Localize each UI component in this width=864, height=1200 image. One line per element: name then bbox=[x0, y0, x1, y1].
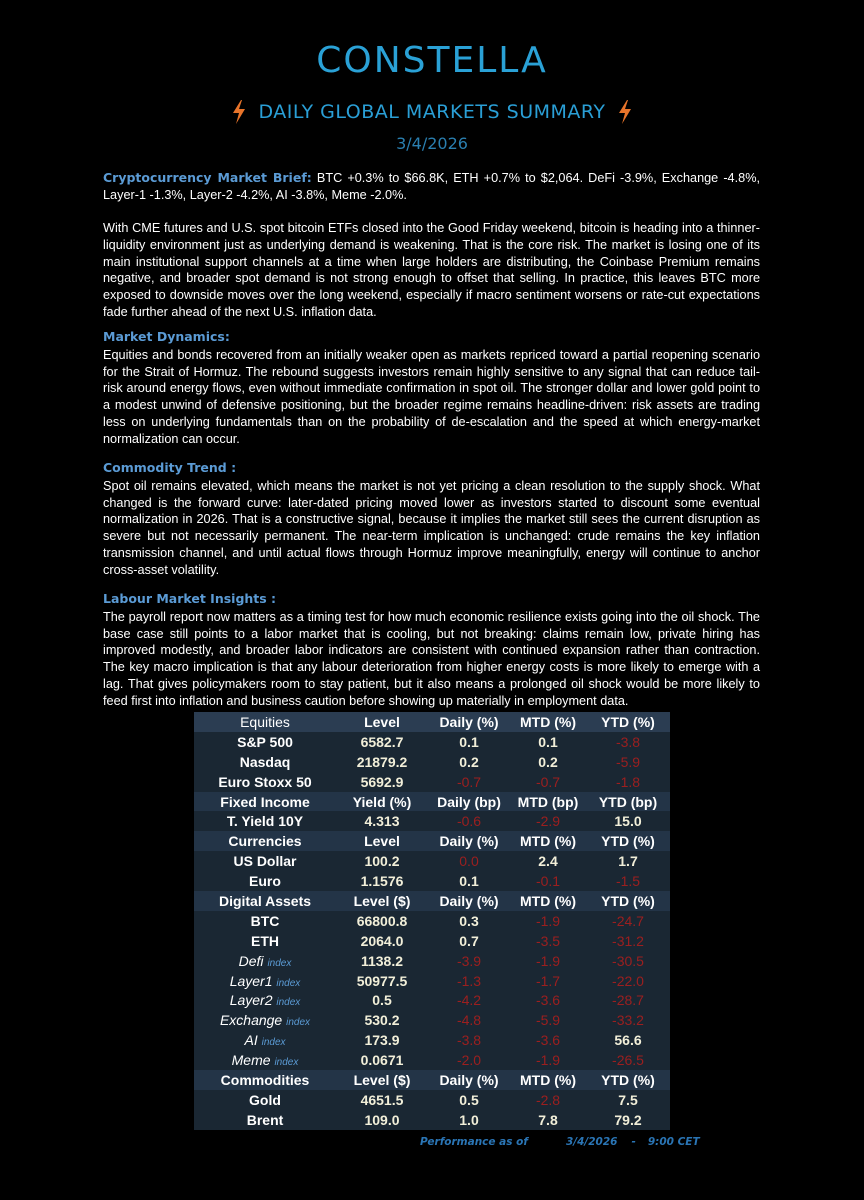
footer-date: 3/4/2026 bbox=[565, 1136, 618, 1148]
crypto-heading: Cryptocurrency Market Brief: bbox=[103, 170, 312, 185]
lightning-icon bbox=[231, 100, 247, 124]
table-cell: 4.313 bbox=[364, 813, 400, 830]
row-label: S&P 500 bbox=[237, 733, 293, 750]
column-header: MTD (%) bbox=[520, 713, 576, 730]
table-cell: 0.0671 bbox=[360, 1052, 404, 1069]
commodity-heading: Commodity Trend : bbox=[103, 460, 237, 475]
asset-name: Exchange bbox=[219, 1012, 283, 1029]
table-cell: 0.0 bbox=[459, 853, 479, 870]
table-row bbox=[194, 990, 670, 1010]
table-cell: 1.0 bbox=[459, 1111, 479, 1128]
row-label: Brent bbox=[246, 1111, 284, 1128]
column-header: YTD (%) bbox=[601, 833, 655, 850]
row-label bbox=[194, 1012, 336, 1028]
table-cell: -3.5 bbox=[535, 932, 561, 949]
table-cell: -30.5 bbox=[612, 952, 644, 969]
column-header: Level bbox=[364, 833, 400, 850]
table-cell: 0.2 bbox=[538, 753, 558, 770]
table-cell: -0.1 bbox=[535, 873, 561, 890]
row-label: Euro bbox=[249, 873, 281, 890]
table-row bbox=[194, 732, 670, 752]
table-cell: -0.7 bbox=[535, 773, 561, 790]
markets-table bbox=[194, 712, 670, 1130]
market-heading: Market Dynamics: bbox=[103, 329, 230, 344]
table-section-header bbox=[194, 792, 670, 812]
row-label bbox=[194, 1032, 336, 1048]
section-title: Currencies bbox=[228, 833, 302, 850]
column-header: YTD (%) bbox=[601, 892, 655, 909]
table-cell: 173.9 bbox=[364, 1032, 400, 1049]
section-title: Digital Assets bbox=[218, 892, 312, 909]
table-cell: 1.7 bbox=[618, 853, 638, 870]
section-title: Equities bbox=[240, 713, 290, 730]
table-section-header bbox=[194, 1070, 670, 1090]
report-date: 3/4/2026 bbox=[396, 134, 468, 153]
labour-text: The payroll report now matters as a timing test for how much economic resilience exists going into the oil shock. The base case still points to a labor market that is cooling, but not breaking: claims remain low, private hiring has improved modestly, and broader labor indicators are consistent with continued expansion rather than contraction. The key macro implication is that any labour deterioration from higher energy costs is more likely to emerge with a lag. That gives policymakers room to stay patient, but it also means a prolonged oil shock would be more likely to feed first into inflation and business caution before showing up materially in employment data. bbox=[103, 609, 760, 708]
table-cell: -1.3 bbox=[456, 972, 482, 989]
table-cell: -3.6 bbox=[535, 992, 561, 1009]
row-label bbox=[194, 953, 336, 969]
footer-time: 9:00 CET bbox=[647, 1136, 700, 1148]
table-cell: 100.2 bbox=[364, 853, 400, 870]
lightning-icon bbox=[617, 100, 633, 124]
column-header: Yield (%) bbox=[352, 793, 412, 810]
table-cell: -1.9 bbox=[535, 912, 561, 929]
table-row bbox=[194, 951, 670, 971]
table-cell: -1.5 bbox=[615, 873, 641, 890]
column-header: Daily (%) bbox=[439, 1071, 499, 1088]
column-header: Daily (bp) bbox=[437, 793, 501, 810]
table-cell: 1138.2 bbox=[360, 952, 404, 969]
index-tag: index bbox=[286, 1017, 311, 1029]
table-cell: 6582.7 bbox=[360, 733, 404, 750]
footer-sep: - bbox=[631, 1136, 636, 1148]
logo-text: CONSTELLA bbox=[316, 40, 548, 81]
table-row bbox=[194, 1090, 670, 1110]
table-row bbox=[194, 871, 670, 891]
table-cell: -24.7 bbox=[612, 912, 644, 929]
table-cell: 0.1 bbox=[459, 733, 479, 750]
asset-name: AI bbox=[244, 1032, 258, 1049]
row-label: T. Yield 10Y bbox=[226, 813, 304, 830]
table-cell: -2.8 bbox=[535, 1091, 561, 1108]
asset-name: Layer1 bbox=[229, 972, 273, 989]
table-cell: -0.7 bbox=[456, 773, 482, 790]
labour-heading: Labour Market Insights : bbox=[103, 591, 277, 606]
column-header: YTD (%) bbox=[601, 1071, 655, 1088]
table-cell: -5.9 bbox=[535, 1012, 561, 1029]
column-header: Level ($) bbox=[353, 1071, 411, 1088]
table-section-header bbox=[194, 891, 670, 911]
row-label: Euro Stoxx 50 bbox=[218, 773, 312, 790]
row-label: Gold bbox=[249, 1091, 281, 1108]
table-cell: -2.0 bbox=[456, 1052, 482, 1069]
column-header: MTD (%) bbox=[520, 1071, 576, 1088]
table-cell: 1.1576 bbox=[360, 873, 404, 890]
table-cell: 7.8 bbox=[538, 1111, 558, 1128]
column-header: Level bbox=[364, 713, 400, 730]
row-label: Nasdaq bbox=[239, 753, 291, 770]
table-cell: -4.8 bbox=[456, 1012, 482, 1029]
table-cell: -5.9 bbox=[615, 753, 641, 770]
row-label: ETH bbox=[251, 932, 279, 949]
logo bbox=[0, 40, 864, 81]
table-row bbox=[194, 1110, 670, 1130]
report-title: DAILY GLOBAL MARKETS SUMMARY bbox=[258, 101, 606, 123]
table-cell: -28.7 bbox=[612, 992, 644, 1009]
table-cell: 0.5 bbox=[372, 992, 392, 1009]
column-header: YTD (bp) bbox=[598, 793, 658, 810]
table-cell: 530.2 bbox=[364, 1012, 400, 1029]
table-cell: 21879.2 bbox=[356, 753, 408, 770]
column-header: MTD (%) bbox=[520, 892, 576, 909]
column-header: Daily (%) bbox=[439, 892, 499, 909]
asset-name: Defi bbox=[238, 952, 264, 969]
table-cell: -31.2 bbox=[612, 932, 644, 949]
table-cell: -33.2 bbox=[612, 1012, 644, 1029]
table-cell: -26.5 bbox=[612, 1052, 644, 1069]
table-section-header bbox=[194, 712, 670, 732]
commodity-trend bbox=[103, 460, 760, 579]
asset-name: Meme bbox=[231, 1052, 271, 1069]
table-row bbox=[194, 1030, 670, 1050]
table-cell: -0.6 bbox=[456, 813, 482, 830]
table-cell: 4651.5 bbox=[360, 1091, 404, 1108]
table-row bbox=[194, 752, 670, 772]
table-cell: -1.9 bbox=[535, 1052, 561, 1069]
footer-label: Performance as of bbox=[420, 1136, 528, 1148]
table-cell: 0.1 bbox=[459, 873, 479, 890]
performance-footer bbox=[420, 1136, 700, 1148]
table-cell: 2.4 bbox=[538, 853, 558, 870]
table-cell: 66800.8 bbox=[356, 912, 408, 929]
table-cell: 0.5 bbox=[459, 1091, 479, 1108]
table-row bbox=[194, 971, 670, 991]
table-cell: 0.1 bbox=[538, 733, 558, 750]
row-label: US Dollar bbox=[233, 853, 297, 870]
row-label: BTC bbox=[250, 912, 280, 929]
table-row bbox=[194, 851, 670, 871]
report-title-row bbox=[0, 100, 864, 124]
table-cell: 2064.0 bbox=[360, 932, 404, 949]
table-cell: 50977.5 bbox=[356, 972, 408, 989]
table-row bbox=[194, 1050, 670, 1070]
table-cell: -4.2 bbox=[456, 992, 482, 1009]
table-row bbox=[194, 1010, 670, 1030]
table-cell: 0.3 bbox=[459, 912, 479, 929]
row-label bbox=[194, 973, 336, 989]
asset-name: Layer2 bbox=[229, 992, 273, 1009]
table-cell: 7.5 bbox=[618, 1091, 638, 1108]
btc-paragraph: With CME futures and U.S. spot bitcoin ETFs closed into the Good Friday weekend, bitcoin is heading into a thinner-liquidity environment just as underlying demand is weakening. That is the core risk. The market is losing one of its main institutional support channels at a time when large holders are distributing, the Coinbase Premium remains negative, and broader spot demand is not strong enough to offset that selling. In practice, this leaves BTC more exposed to downside moves over the long weekend, especially if macro sentiment worsens or rate-cut expectations fade further ahead of the next U.S. inflation data. bbox=[103, 221, 760, 319]
market-text: Equities and bonds recovered from an initially weaker open as markets repriced toward a partial reopening scenario for the Strait of Hormuz. The rebound suggests investors remain highly sensitive to any signal that can reduce tail-risk around energy flows, even without immediate confirmation in spot oil. The stronger dollar and lower gold point to a modest unwind of defensive positioning, but the broader regime remains headline-driven: risk assets are trading less on underlying fundamentals than on the probability of de-escalation and the speed at which energy-market normalization can occur. bbox=[103, 347, 760, 446]
row-label bbox=[194, 992, 336, 1008]
table-cell: -1.9 bbox=[535, 952, 561, 969]
column-header: Daily (%) bbox=[439, 713, 499, 730]
column-header: MTD (bp) bbox=[517, 793, 579, 810]
table-cell: -3.8 bbox=[456, 1032, 482, 1049]
table-cell: 15.0 bbox=[614, 813, 642, 830]
section-title: Commodities bbox=[220, 1071, 310, 1088]
column-header: Level ($) bbox=[353, 892, 411, 909]
table-cell: -3.8 bbox=[615, 733, 641, 750]
table-row bbox=[194, 911, 670, 931]
table-cell: -1.7 bbox=[535, 972, 561, 989]
labour-insights bbox=[103, 591, 760, 710]
table-cell: -3.9 bbox=[456, 952, 482, 969]
section-title: Fixed Income bbox=[220, 793, 310, 810]
index-tag: index bbox=[276, 977, 301, 989]
table-cell: -3.6 bbox=[535, 1032, 561, 1049]
column-header: MTD (%) bbox=[520, 833, 576, 850]
index-tag: index bbox=[276, 997, 301, 1009]
row-label bbox=[194, 1052, 336, 1068]
table-cell: 0.2 bbox=[459, 753, 479, 770]
crypto-text: BTC +0.3% to $66.8K, ETH +0.7% to $2,064. DeFi -3.9%, Exchange -4.8%, Layer-1 -1.3%, Layer-2 -4.2%, AI -3.8%, Meme -2.0%. bbox=[103, 171, 760, 202]
index-tag: index bbox=[274, 1057, 299, 1069]
column-header: YTD (%) bbox=[601, 713, 655, 730]
table-section-header bbox=[194, 831, 670, 851]
table-cell: -1.8 bbox=[615, 773, 641, 790]
table-row bbox=[194, 931, 670, 951]
table-row bbox=[194, 772, 670, 792]
crypto-brief bbox=[103, 170, 760, 204]
table-cell: 56.6 bbox=[614, 1032, 642, 1049]
table-row bbox=[194, 811, 670, 831]
table-cell: 109.0 bbox=[364, 1111, 400, 1128]
market-dynamics bbox=[103, 329, 760, 448]
table-cell: -22.0 bbox=[612, 972, 644, 989]
table-cell: 5692.9 bbox=[360, 773, 404, 790]
table-cell: 0.7 bbox=[459, 932, 479, 949]
table-cell: -2.9 bbox=[535, 813, 561, 830]
commodity-text: Spot oil remains elevated, which means the market is not yet pricing a clean resolution to the supply shock. What changed is the forward curve: later-dated pricing moved lower as investors started to discount some eventual normalization in 2026. That is a constructive signal, because it implies the market still sees the current disruption as severe but not necessarily permanent. The near-term implication is unchanged: crude remains the key inflation transmission channel, and until actual flows through Hormuz improve meaningfully, energy will continue to anchor cross-asset volatility. bbox=[103, 478, 760, 577]
column-header: Daily (%) bbox=[439, 833, 499, 850]
index-tag: index bbox=[267, 957, 292, 969]
index-tag: index bbox=[261, 1037, 286, 1049]
table-cell: 79.2 bbox=[614, 1111, 642, 1128]
